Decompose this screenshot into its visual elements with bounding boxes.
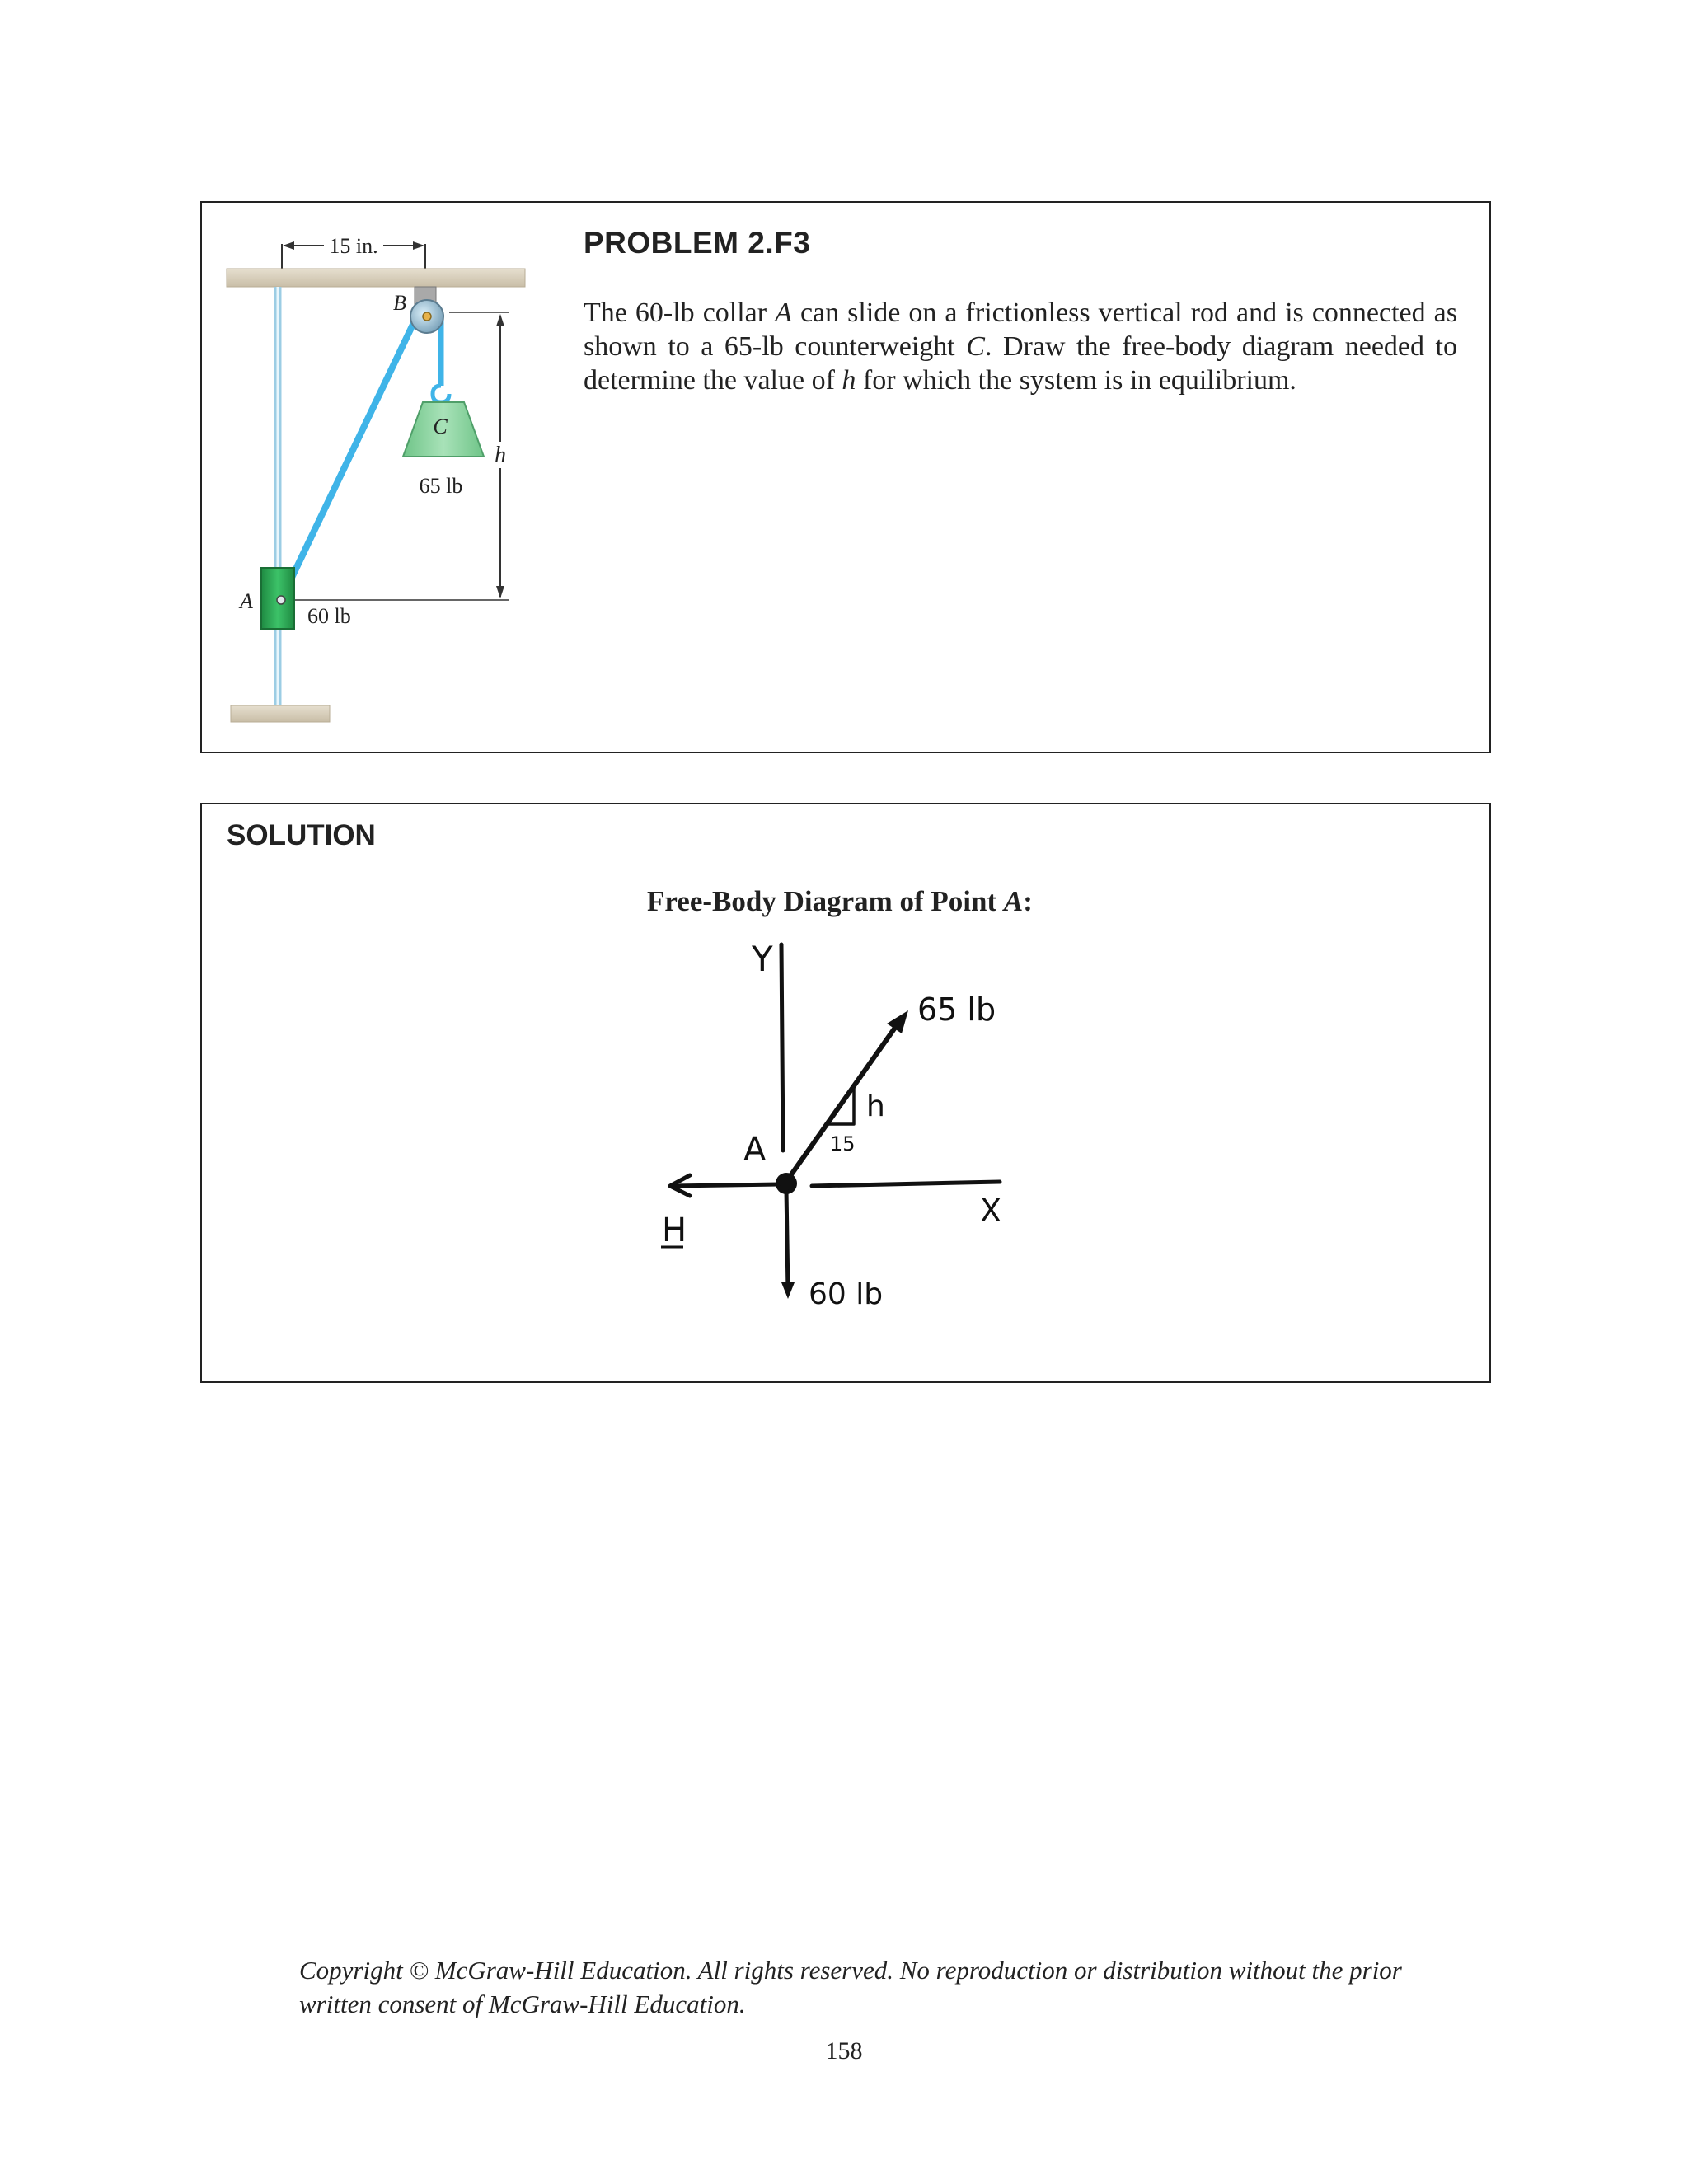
cable-ab — [281, 314, 418, 600]
force-65lb-label: 65 lb — [917, 991, 996, 1028]
force-h-label: H — [662, 1212, 687, 1249]
y-axis-label: Y — [752, 939, 773, 979]
x-axis-label: X — [980, 1193, 1002, 1229]
force-60lb-label: 60 lb — [809, 1277, 884, 1311]
solution-panel — [200, 803, 1491, 1383]
force-h-arrow — [672, 1184, 779, 1186]
label-c: C — [433, 415, 448, 438]
dimension-label: 15 in. — [329, 234, 378, 258]
copyright-notice: Copyright © McGraw-Hill Education. All rights reserved. No reproduction or distribution without the prior written consent of McGraw-Hill Education. — [299, 1956, 1402, 2018]
slope-15-label: 15 — [830, 1132, 856, 1155]
x-axis — [812, 1182, 1000, 1186]
problem-figure — [202, 203, 1493, 755]
label-b: B — [393, 291, 406, 315]
force-60lb-arrow — [786, 1190, 788, 1291]
problem-statement: The 60-lb collar A can slide on a frictionless vertical rod and is connected as shown to a 65-lb counterweight C. Draw the free-body diagram needed to determine the value of h for which the system is in equilibrium. — [584, 298, 1457, 396]
point-a-label: A — [743, 1131, 767, 1169]
ceiling — [227, 269, 525, 287]
label-h: h — [495, 443, 506, 468]
problem-panel — [200, 201, 1491, 753]
problem-title: PROBLEM 2.F3 — [584, 226, 811, 260]
floor — [231, 705, 330, 722]
label-a: A — [240, 589, 253, 613]
weight-a-label: 60 lb — [307, 604, 351, 628]
free-body-diagram — [202, 804, 1493, 1385]
weight-hook — [433, 386, 449, 402]
fbd-title: Free-Body Diagram of Point A: — [647, 885, 1033, 917]
solution-title: SOLUTION — [227, 819, 376, 851]
page-number: 158 — [825, 2037, 863, 2064]
weight-c-label: 65 lb — [419, 474, 463, 498]
y-axis — [781, 944, 783, 1151]
slope-h-label: h — [866, 1090, 885, 1123]
